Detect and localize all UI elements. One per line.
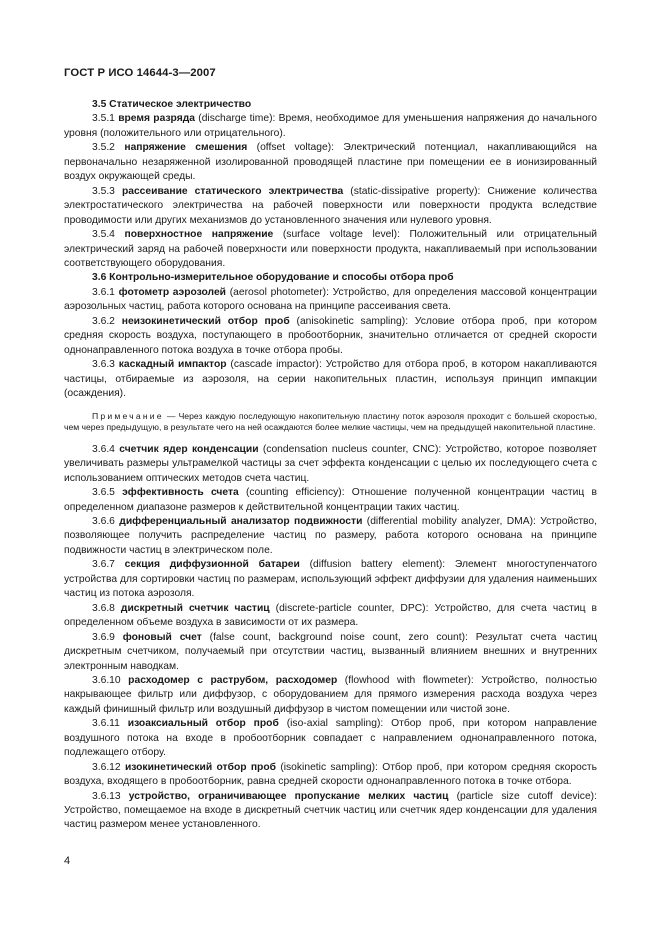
definition-3-6-3: 3.6.3 каскадный импактор (cascade impactor): Устройство для отбора проб, в котором накапливаются частицы, отбираемые из аэрозоля, на серии накопительных пластин, используя принцип импакции (осаждения). <box>64 359 597 400</box>
definition-3-6-10: 3.6.10 расходомер с раструбом, расходомер (flowhood with flowmeter): Устройство, полностью накрывающее фильтр или диффузор, с оборудованием для прямого измерения расхода воздуха через каждый финишный фильтр или воздушный диффузор в чистом помещении или чистой зоне. <box>64 674 597 715</box>
definition-3-5-2: 3.5.2 напряжение смешения (offset voltage): Электрический потенциал, накапливающийся на первоначально незаряженной изолированной проводящей пластине при помещении ее в ионизированный воздух окружающей среды. <box>64 142 597 183</box>
definition-3-6-13: 3.6.13 устройство, ограничивающее пропускание мелких частиц (particle size cutoff device): Устройство, помещаемое на входе в дискретный счетчик частиц или счетчик ядер конденсации для удаления частиц размером менее установленного. <box>64 790 597 831</box>
definition-3-6-7: 3.6.7 секция диффузионной батареи (diffusion battery element): Элемент многоступенчатого устройства для сортировки частиц по размерам, использующий эффект диффузии для удаления наименьших частиц из потока аэрозоля. <box>64 559 597 600</box>
note <box>64 411 597 434</box>
note-label: Примечание <box>92 410 164 421</box>
document-header: ГОСТ Р ИСО 14644-3—2007 <box>64 67 216 79</box>
definition-3-6-9: 3.6.9 фоновый счет (false count, background noise count, zero count): Результат счета частиц дискретным счетчиком, получаемый при отсутствии частиц, вызванный влиянием внешних и внутренних электронным наводкам. <box>64 631 597 672</box>
page-number: 4 <box>64 855 71 867</box>
definition-3-6-11: 3.6.11 изоаксиальный отбор проб (iso-axial sampling): Отбор проб, при котором направление воздушного потока на входе в пробоотборник совпадает с направлением однонаправленного потока, подлежащего отбору. <box>64 718 597 759</box>
definition-3-5-1: 3.5.1 время разряда (discharge time): Время, необходимое для уменьшения напряжения до начального уровня (положительного или отрицательного). <box>64 113 597 139</box>
definition-3-6-5: 3.6.5 эффективность счета (counting efficiency): Отношение полученной концентрации частиц в определенном диапазоне размеров к действительной концентрации таких частиц. <box>64 487 597 513</box>
definition-3-6-6: 3.6.6 дифференциальный анализатор подвижности (differential mobility analyzer, DMA): Устройство, позволяющее получить распределение частиц по размеру, работа которого основана на принципе подвижности частиц в электрическом поле. <box>64 515 597 556</box>
definition-3-5-4: 3.5.4 поверхностное напряжение (surface voltage level): Положительный или отрицательный электрический заряд на рабочей поверхности или поверхности продукта, накапливаемый при использовании соответствующего оборудования. <box>64 229 597 269</box>
definition-3-5-3: 3.5.3 рассеивание статического электричества (static-dissipative property): Снижение количества электростатического электричества на рабочей поверхности или поверхности продукта вследствие проводимости или других механизмов до установленного значения или нулевого уровня. <box>64 185 597 226</box>
definition-3-6-8: 3.6.8 дискретный счетчик частиц (discrete-particle counter, DPC): Устройство, для счета частиц в определенном объеме воздуха в зависимости от их размера. <box>64 602 597 629</box>
section-heading-3-6: 3.6 Контрольно-измерительное оборудование и способы отбора проб <box>92 272 454 284</box>
definition-3-6-4: 3.6.4 счетчик ядер конденсации (condensation nucleus counter, CNC): Устройство, которое позволяет увеличивать размеры ультрамелкой частицы за счет эффекта конденсации с целью их последующего счета с использованием оптических методов счета частиц. <box>64 443 597 484</box>
note-text: — Через каждую последующую накопительную пластину поток аэрозоля проходит с большей скоростью, чем через предыдущую, в результате чего на ней осаждаются более мелкие частицы, чем на предыдущей накопительной пластине. <box>64 410 597 433</box>
document-body <box>64 98 597 833</box>
section-heading-3-5: 3.5 Статическое электричество <box>92 99 252 110</box>
definition-3-6-2: 3.6.2 неизокинетический отбор проб (anisokinetic sampling): Условие отбора проб, при котором средняя скорость воздуха, поступающего в пробоотборник, значительно отличается от средней скорости однонаправленного потока воздуха в точке отбора пробы. <box>64 315 597 356</box>
definition-3-6-1: 3.6.1 фотометр аэрозолей (aerosol photometer): Устройство, для определения массовой концентрации аэрозольных частиц, работа которого основана на принципе рассеивания света. <box>64 286 597 313</box>
definition-3-6-12: 3.6.12 изокинетический отбор проб (isokinetic sampling): Отбор проб, при котором средняя скорость воздуха, входящего в пробоотборник, равна средней скорости однонаправленного потока в точке отбора. <box>64 761 597 788</box>
